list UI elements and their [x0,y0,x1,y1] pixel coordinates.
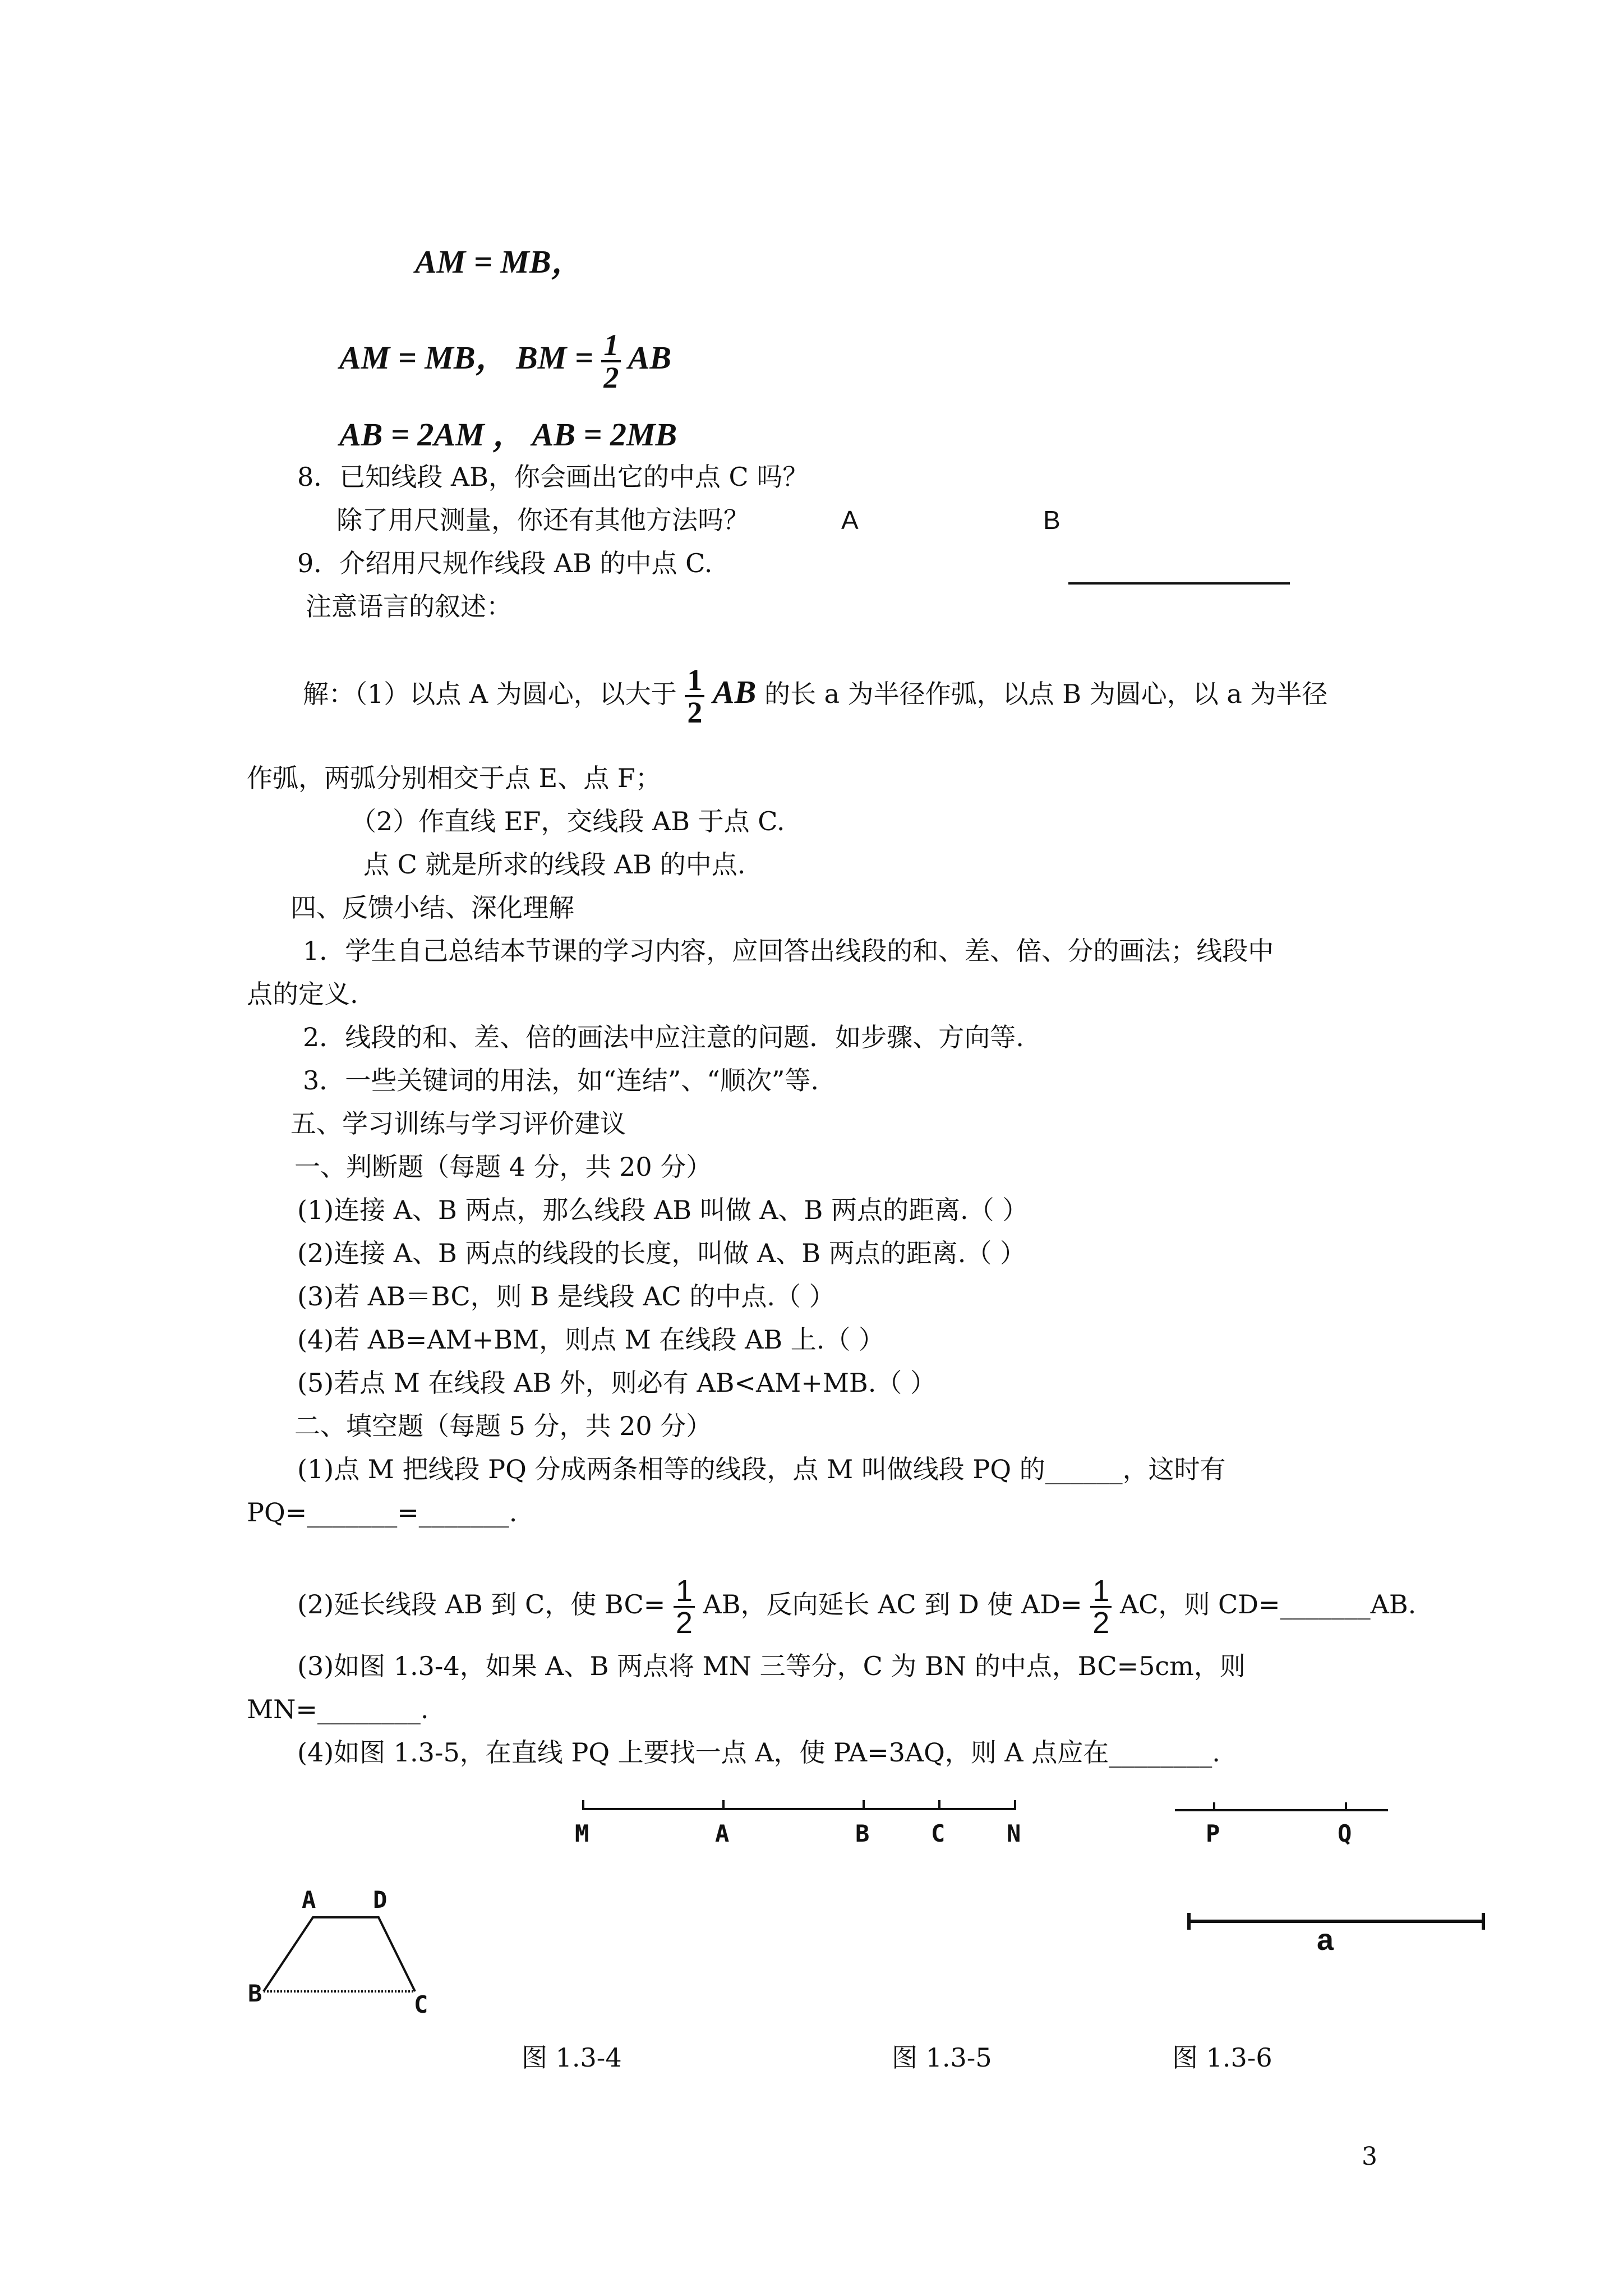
section-4-item1-line1: 1．学生自己总结本节课的学习内容，应回答出线段的和、差、倍、分的画法；线段中 [303,936,1274,966]
fraction-half [601,330,621,393]
question-8-line2: 除了用尺测量，你还有其他方法吗？ [336,505,749,535]
fill-2-text: AC，则 CD=_______AB. [1119,1589,1417,1619]
section-4-item2: 2．线段的和、差、倍的画法中应注意的问题．如步骤、方向等. [303,1022,1024,1052]
label-a: A [715,1820,730,1847]
fraction-numerator: 1 [1090,1576,1112,1608]
label-c: C [931,1820,946,1847]
label-n: N [1007,1820,1021,1847]
caption-figure-1-3-4: 图 1.3-4 [522,2042,622,2073]
fill-2-text: AB，反向延长 AC 到 D 使 AD= [703,1589,1082,1619]
fill-3-line1: (3)如图 1.3-4，如果 A、B 两点将 MN 三等分，C 为 BN 的中点，BC=5cm，则 [297,1651,1246,1681]
segment-a-label: a [1317,1923,1334,1957]
solution-text: 解：（1）以点 A 为圆心，以大于 [303,679,677,709]
fraction-half [674,1573,695,1640]
fraction-denominator: 2 [1092,1605,1110,1640]
equation-part: AB [628,339,672,376]
point-label-b: B [1043,505,1061,535]
fill-1-line1: (1)点 M 把线段 PQ 分成两条相等的线段，点 M 叫做线段 PQ 的______，这时有 [297,1454,1226,1484]
trap-label-a: A [302,1886,316,1913]
fill-4: (4)如图 1.3-5，在直线 PQ 上要找一点 A，使 PA=3AQ，则 A 点应在________. [297,1737,1220,1768]
true-false-item: (3)若 AB＝BC，则 B 是线段 AC 的中点.（ ） [297,1281,835,1312]
fill-2 [297,1565,1416,1644]
fraction-numerator: 1 [674,1576,695,1608]
fraction-half [1090,1573,1112,1640]
segment-ab-line [1068,582,1290,585]
true-false-item: (1)连接 A、B 两点，那么线段 AB 叫做 A、B 两点的距离.（ ） [297,1195,1029,1225]
trapezoid-sides [264,1917,415,1991]
solution-line1 [303,657,1327,730]
fraction-half [685,665,704,728]
fraction-denominator: 2 [603,360,619,394]
solution-line3: （2）作直线 EF，交线段 AB 于点 C. [351,806,785,836]
trap-label-d: D [373,1886,388,1913]
part-2-title: 二、填空题（每题 5 分，共 20 分） [294,1411,712,1441]
section-5-title: 五、学习训练与学习评价建议 [291,1108,626,1139]
trap-label-c: C [414,1991,428,2018]
true-false-item: (2)连接 A、B 两点的线段的长度，叫做 A、B 两点的距离.（ ） [297,1238,1026,1268]
trap-label-b: B [248,1980,262,2007]
caption-figure-1-3-6: 图 1.3-6 [1172,2042,1272,2073]
question-8-line1: 8．已知线段 AB，你会画出它的中点 C 吗？ [297,462,809,492]
fill-3-line2: MN=________. [247,1694,429,1724]
equation-part: AM = MB， BM = [339,339,593,376]
true-false-item: (4)若 AB=AM+BM，则点 M 在线段 AB 上.（ ） [297,1324,884,1355]
fraction-numerator: 1 [685,665,704,697]
question-9-line1: 9．介绍用尺规作线段 AB 的中点 C. [297,548,713,578]
figure-segment-mn [572,1798,1032,1820]
solution-ab: AB [712,674,757,710]
label-q: Q [1338,1820,1352,1847]
section-4-title: 四、反馈小结、深化理解 [291,892,574,923]
equation-ab-2am: AB = 2AM ， AB = 2MB [339,416,677,453]
point-label-a: A [841,505,859,535]
part-1-title: 一、判断题（每题 4 分，共 20 分） [294,1152,712,1182]
page-number: 3 [1362,2142,1377,2171]
fraction-numerator: 1 [601,330,621,362]
fill-2-text: (2)延长线段 AB 到 C，使 BC= [297,1589,666,1619]
figure-line-pq [1172,1798,1396,1820]
solution-line2: 作弧，两弧分别相交于点 E、点 F； [247,763,661,793]
section-4-item3: 3．一些关键词的用法，如“连结”、“顺次”等. [303,1065,819,1096]
fill-1-line2: PQ=_______=_______. [247,1497,518,1527]
equation-am-mb: AM = MB， [415,243,584,280]
question-9-line2: 注意语言的叙述： [306,591,512,622]
solution-line4: 点 C 就是所求的线段 AB 的中点. [363,849,746,880]
label-p: P [1206,1820,1220,1847]
fraction-denominator: 2 [675,1605,693,1640]
label-m: M [575,1820,589,1847]
figure-trapezoid [247,1890,437,2014]
figure-segment-a [1183,1910,1492,1932]
fraction-denominator: 2 [687,696,703,729]
solution-text: 的长 a 为半径作弧，以点 B 为圆心，以 a 为半径 [764,679,1328,709]
equation-bm-half-ab [339,324,671,393]
section-4-item1-line2: 点的定义. [247,979,358,1009]
label-b: B [855,1820,870,1847]
true-false-item: (5)若点 M 在线段 AB 外，则必有 AB<AM+MB.（ ） [297,1368,936,1398]
caption-figure-1-3-5: 图 1.3-5 [892,2042,992,2073]
